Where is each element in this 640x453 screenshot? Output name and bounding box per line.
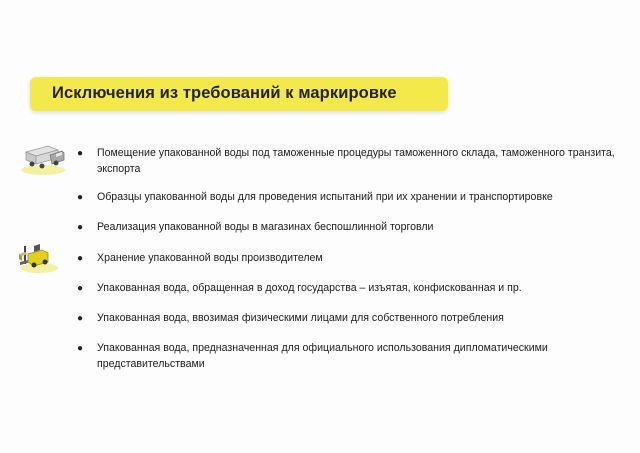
list-item-text: Упакованная вода, предназначенная для официального использования дипломатическими представительствами <box>97 342 548 370</box>
list-item-text: Помещение упакованной воды под таможенные процедуры таможенного склада, таможенного транзита, экспорта <box>97 147 615 175</box>
list-item <box>77 251 617 267</box>
bullet-dot: ● <box>77 222 84 233</box>
bullet-dot: ● <box>77 283 84 294</box>
bullet-dot: ● <box>77 253 84 264</box>
list-item <box>77 190 617 206</box>
page-title: Исключения из требований к маркировке <box>52 84 397 102</box>
list-item-text: Образцы упакованной воды для проведения испытаний при их хранении и транспортировке <box>97 191 553 203</box>
list-item-text: Хранение упакованной воды производителем <box>97 252 323 264</box>
list-item <box>77 341 597 372</box>
list-item <box>77 281 617 297</box>
bullet-dot: ● <box>77 313 84 324</box>
list-item <box>77 311 617 327</box>
list-item <box>77 220 617 236</box>
list-item-text: Реализация упакованной воды в магазинах беспошлинной торговли <box>97 221 434 233</box>
list-item-text: Упакованная вода, ввозимая физическими лицами для собственного потребления <box>97 312 504 324</box>
list-item-text: Упакованная вода, обращенная в доход государства – изъятая, конфискованная и пр. <box>97 282 522 294</box>
bullet-dot: ● <box>77 148 84 159</box>
bullet-dot: ● <box>77 343 84 354</box>
list-item <box>77 146 617 177</box>
bullet-dot: ● <box>77 192 84 203</box>
